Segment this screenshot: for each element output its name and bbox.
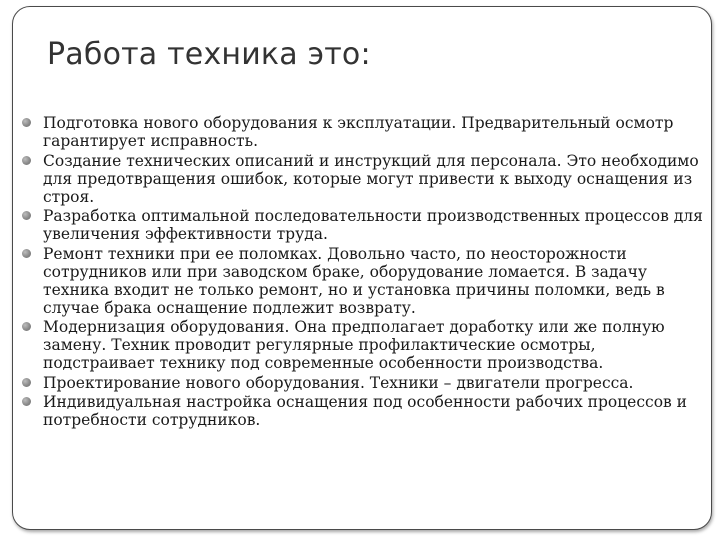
bullet-dot-icon — [22, 211, 31, 220]
bullet-item — [21, 114, 711, 150]
bullet-dot-icon — [22, 397, 31, 406]
bullet-text: Разработка оптимальной последовательности производственных процессов для увеличения эффективности труда. — [43, 207, 703, 243]
bullet-item — [21, 318, 711, 372]
bullet-text: Модернизация оборудования. Она предполагает доработку или же полную замену. Техник проводит регулярные профилактические осмотры, подстраивает технику под современные особенности производства. — [43, 318, 665, 372]
bullet-item — [21, 152, 711, 206]
bullet-list — [21, 114, 711, 431]
bullet-dot-icon — [22, 378, 31, 387]
bullet-item — [21, 393, 711, 429]
bullet-dot-icon — [22, 249, 31, 258]
bullet-dot-icon — [22, 118, 31, 127]
bullet-text: Проектирование нового оборудования. Техники – двигатели прогресса. — [43, 373, 634, 392]
slide-title: Работа техника это: — [47, 37, 371, 72]
bullet-item — [21, 245, 711, 317]
bullet-item — [21, 207, 711, 243]
slide-frame — [12, 6, 712, 530]
bullet-dot-icon — [22, 156, 31, 165]
bullet-text: Создание технических описаний и инструкций для персонала. Это необходимо для предотвращения ошибок, которые могут привести к выходу оснащения из строя. — [43, 151, 699, 206]
bullet-item — [21, 374, 711, 392]
bullet-dot-icon — [22, 322, 31, 331]
bullet-text: Подготовка нового оборудования к эксплуатации. Предварительный осмотр гарантирует исправность. — [43, 114, 674, 150]
bullet-text: Индивидуальная настройка оснащения под особенности рабочих процессов и потребности сотрудников. — [43, 393, 688, 429]
bullet-text: Ремонт техники при ее поломках. Довольно часто, по неосторожности сотрудников или при заводском браке, оборудование ломается. В задачу техника входит не только ремонт, но и установка причины поломки, ведь в случае брака оснащение подлежит возврату. — [43, 244, 665, 317]
